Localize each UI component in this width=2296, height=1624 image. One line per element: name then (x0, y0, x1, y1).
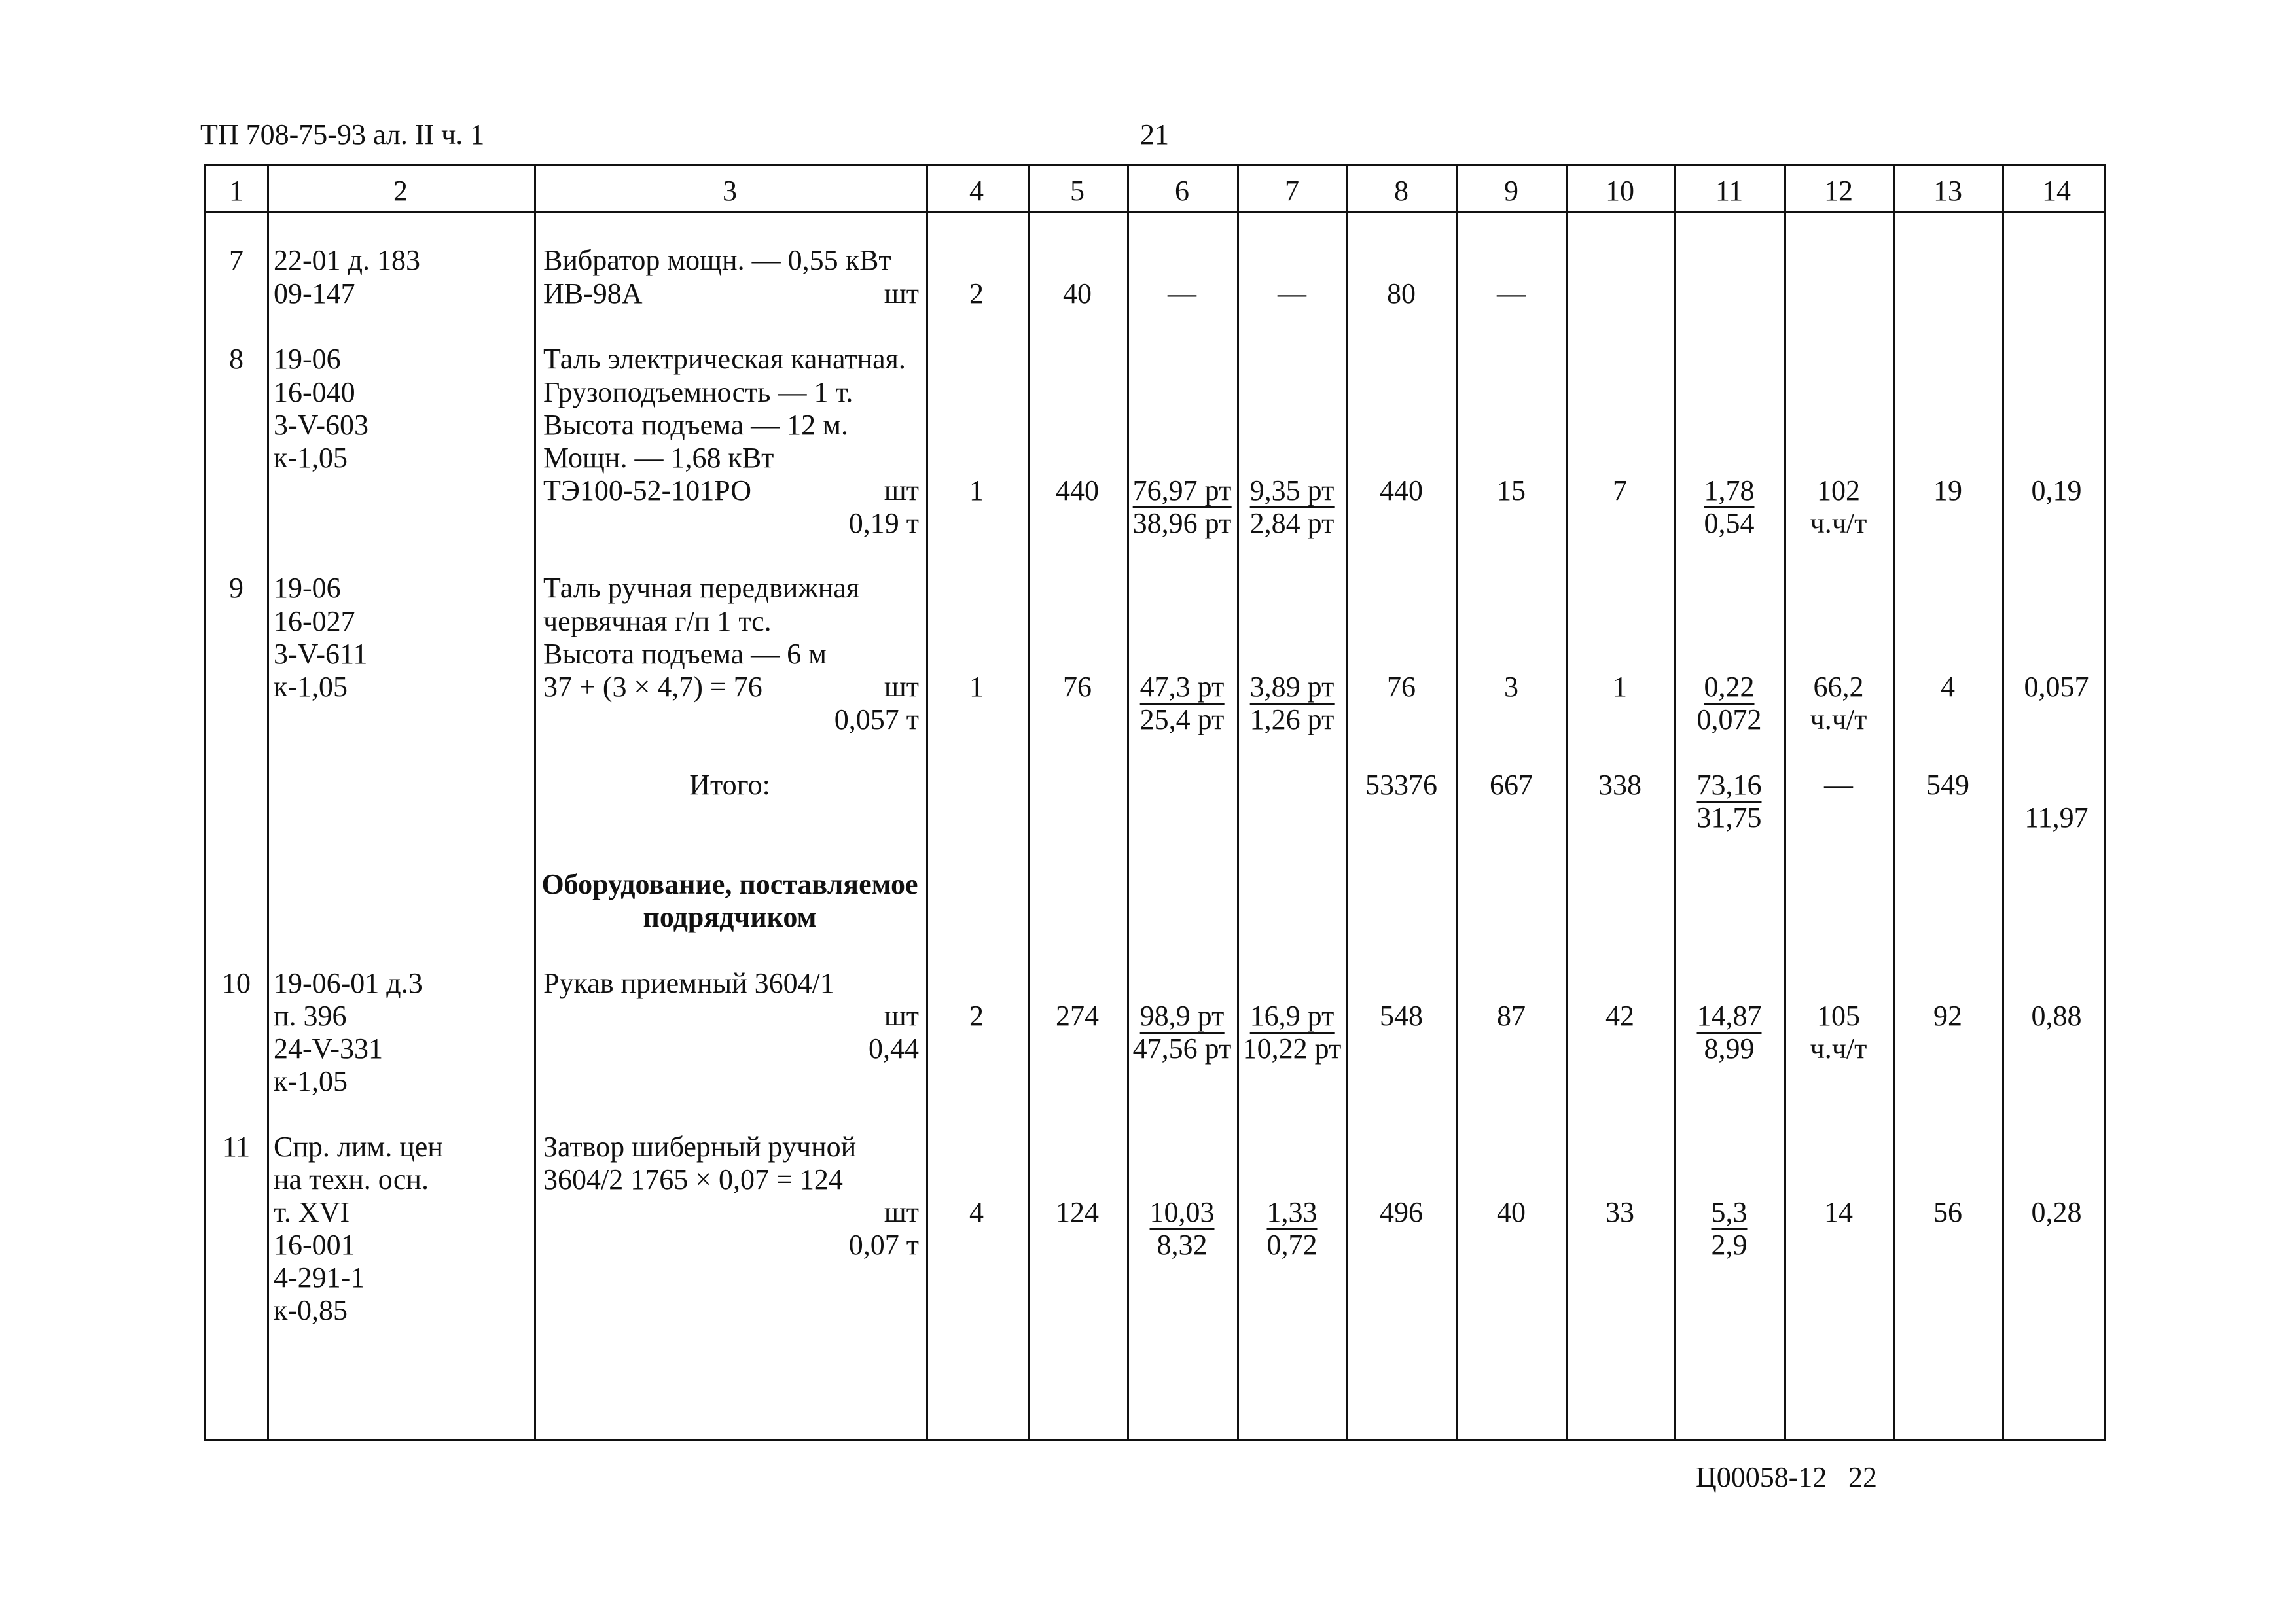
cell-col6-numerator: 98,9 рт (1140, 1002, 1225, 1034)
cell-col6-denominator: 47,56 рт (1132, 1033, 1232, 1065)
cell-qty: 2 (969, 277, 984, 309)
cell-qty: 2 (969, 1000, 984, 1032)
col-header-14: 14 (2042, 175, 2071, 207)
cell-col14: 0,88 (2031, 1000, 2082, 1032)
cell-col11-denominator: 8,99 (1704, 1033, 1755, 1065)
item-description: Вибратор мощн. — 0,55 кВт (543, 244, 891, 276)
col-header-6: 6 (1175, 175, 1189, 207)
cell-col12: 102 (1817, 474, 1860, 506)
row-number: 10 (222, 967, 251, 999)
cell-col10: 33 (1605, 1196, 1634, 1228)
total-col9: 667 (1490, 769, 1533, 801)
item-description: Мощн. — 1,68 кВт (543, 442, 774, 474)
cell-col7-numerator: 16,9 рт (1250, 1002, 1335, 1034)
total-col11-denominator: 31,75 (1696, 802, 1762, 834)
cell-col6: — (1168, 277, 1196, 309)
norm-code: 16-001 (274, 1229, 355, 1261)
cell-col9: — (1497, 277, 1526, 309)
page-number: 21 (1140, 118, 1169, 150)
total-col14: 11,97 (2024, 802, 2089, 834)
cell-col11-numerator: 0,22 (1704, 673, 1755, 705)
row-number: 8 (229, 343, 243, 375)
cell-col12-unit: ч.ч/т (1810, 507, 1867, 539)
cell-col8: 80 (1387, 277, 1416, 309)
col-header-2: 2 (393, 175, 408, 207)
cell-col7-numerator: 9,35 рт (1250, 476, 1335, 508)
item-description: червячная г/п 1 тс. (543, 605, 772, 637)
col-header-11: 11 (1715, 175, 1744, 207)
cell-col10: 1 (1613, 671, 1627, 703)
item-unit: шт (884, 474, 919, 506)
cell-col9: 3 (1504, 671, 1518, 703)
col-header-1: 1 (229, 175, 243, 207)
norm-code: 16-040 (274, 376, 355, 408)
cell-col5: 76 (1063, 671, 1092, 703)
item-description: Высота подъема — 6 м (543, 638, 827, 670)
item-description: Таль электрическая канатная. (543, 343, 906, 375)
cell-qty: 1 (969, 671, 984, 703)
row-number: 11 (222, 1131, 251, 1163)
cell-col11-numerator: 14,87 (1697, 1002, 1762, 1034)
cell-col7-numerator: 1,33 (1267, 1198, 1318, 1230)
norm-code: на техн. осн. (274, 1163, 429, 1195)
norm-code: 19-06 (274, 572, 341, 604)
footer-code: Ц00058-12 (1696, 1461, 1827, 1493)
total-col13: 549 (1926, 769, 1969, 801)
norm-code: 24-V-331 (274, 1033, 384, 1065)
section-heading: подрядчиком (643, 901, 817, 933)
section-heading: Оборудование, поставляемое (541, 868, 918, 900)
cell-col14: 0,19 (2031, 474, 2082, 506)
col-header-12: 12 (1824, 175, 1853, 207)
item-weight: 0,19 т (848, 507, 919, 539)
total-col8: 53376 (1365, 769, 1437, 801)
cell-col11-denominator: 0,54 (1704, 507, 1755, 539)
norm-code: к-1,05 (274, 671, 348, 703)
item-description: Рукав приемный 3604/1 (543, 967, 834, 999)
col-header-13: 13 (1933, 175, 1962, 207)
cell-col10: 42 (1605, 1000, 1634, 1032)
norm-code: 4-291-1 (274, 1262, 365, 1294)
total-col11-numerator: 73,16 (1697, 771, 1762, 803)
norm-code: к-1,05 (274, 442, 348, 474)
cell-col13: 92 (1933, 1000, 1962, 1032)
norm-code: т. XVI (274, 1196, 350, 1228)
item-unit: шт (884, 277, 919, 309)
cell-col12-unit: ч.ч/т (1810, 703, 1867, 735)
row-number: 7 (229, 244, 243, 276)
cell-qty: 1 (969, 474, 984, 506)
item-description: ТЭ100-52-101РО (543, 474, 752, 506)
col-header-3: 3 (723, 175, 737, 207)
cell-col7-denominator: 2,84 рт (1249, 507, 1335, 539)
cell-col6-denominator: 25,4 рт (1139, 703, 1225, 735)
row-number: 9 (229, 572, 243, 604)
cell-col12: 14 (1824, 1196, 1853, 1228)
norm-code: 19-06-01 д.3 (274, 967, 423, 999)
cell-col8: 496 (1380, 1196, 1423, 1228)
cell-col9: 15 (1497, 474, 1526, 506)
item-unit: шт (884, 1196, 919, 1228)
item-description: Грузоподъемность — 1 т. (543, 376, 853, 408)
total-label: Итого: (689, 769, 770, 801)
cell-col5: 274 (1056, 1000, 1099, 1032)
cell-col10: 7 (1613, 474, 1627, 506)
cell-col14: 0,28 (2031, 1196, 2082, 1228)
item-weight: 0,057 т (834, 703, 919, 735)
item-unit: шт (884, 1000, 919, 1032)
cell-col8: 440 (1380, 474, 1423, 506)
norm-code: 22-01 д. 183 (274, 244, 421, 276)
cell-col7-denominator: 1,26 рт (1249, 703, 1335, 735)
cell-col11-numerator: 1,78 (1704, 476, 1755, 508)
item-weight: 0,44 (869, 1033, 919, 1065)
cell-col8: 548 (1380, 1000, 1423, 1032)
cell-col5: 124 (1056, 1196, 1099, 1228)
norm-code: 16-027 (274, 605, 355, 637)
cell-col9: 87 (1497, 1000, 1526, 1032)
cell-col11-denominator: 2,9 (1711, 1229, 1748, 1261)
estimate-table (204, 164, 2106, 1441)
cell-col6-numerator: 10,03 (1150, 1198, 1215, 1230)
col-header-7: 7 (1285, 175, 1299, 207)
col-header-4: 4 (969, 175, 984, 207)
cell-col6-denominator: 8,32 (1157, 1229, 1208, 1261)
footer-page: 22 (1848, 1461, 1877, 1493)
cell-col9: 40 (1497, 1196, 1526, 1228)
cell-col5: 40 (1063, 277, 1092, 309)
norm-code: Спр. лим. цен (274, 1131, 443, 1163)
norm-code: 09-147 (274, 277, 355, 309)
cell-col6-numerator: 76,97 рт (1133, 476, 1232, 508)
col-header-8: 8 (1394, 175, 1408, 207)
norm-code: 3-V-611 (274, 638, 368, 670)
total-col10: 338 (1598, 769, 1641, 801)
cell-col13: 4 (1941, 671, 1955, 703)
norm-code: к-1,05 (274, 1065, 348, 1097)
col-header-5: 5 (1070, 175, 1085, 207)
cell-col13: 56 (1933, 1196, 1962, 1228)
item-weight: 0,07 т (848, 1229, 919, 1261)
norm-code: п. 396 (274, 1000, 347, 1032)
norm-code: 3-V-603 (274, 409, 369, 441)
cell-col7-numerator: 3,89 рт (1250, 673, 1335, 705)
cell-col11-denominator: 0,072 (1696, 703, 1762, 735)
cell-col6-numerator: 47,3 рт (1140, 673, 1225, 705)
norm-code: к-0,85 (274, 1294, 348, 1326)
cell-col12: 105 (1817, 1000, 1860, 1032)
total-col12: — (1824, 769, 1853, 801)
item-description: 37 + (3 × 4,7) = 76 (543, 671, 762, 703)
cell-qty: 4 (969, 1196, 984, 1228)
col-header-9: 9 (1504, 175, 1518, 207)
item-unit: шт (884, 671, 919, 703)
cell-col12: 66,2 (1813, 671, 1864, 703)
cell-col11-numerator: 5,3 (1712, 1198, 1748, 1230)
cell-col13: 19 (1933, 474, 1962, 506)
item-description: Таль ручная передвижная (543, 572, 860, 604)
document-code: ТП 708-75-93 ал. II ч. 1 (200, 118, 485, 150)
col-header-10: 10 (1605, 175, 1634, 207)
cell-col12-unit: ч.ч/т (1810, 1033, 1867, 1065)
cell-col7-denominator: 10,22 рт (1242, 1033, 1342, 1065)
cell-col7: — (1278, 277, 1306, 309)
cell-col8: 76 (1387, 671, 1416, 703)
item-description: 3604/2 1765 × 0,07 = 124 (543, 1163, 843, 1195)
norm-code: 19-06 (274, 343, 341, 375)
cell-col7-denominator: 0,72 (1266, 1229, 1318, 1261)
cell-col6-denominator: 38,96 рт (1132, 507, 1232, 539)
item-description: Затвор шиберный ручной (543, 1131, 857, 1163)
cell-col14: 0,057 (2024, 671, 2089, 703)
item-description: ИВ-98А (543, 277, 643, 309)
cell-col5: 440 (1056, 474, 1099, 506)
item-description: Высота подъема — 12 м. (543, 409, 849, 441)
